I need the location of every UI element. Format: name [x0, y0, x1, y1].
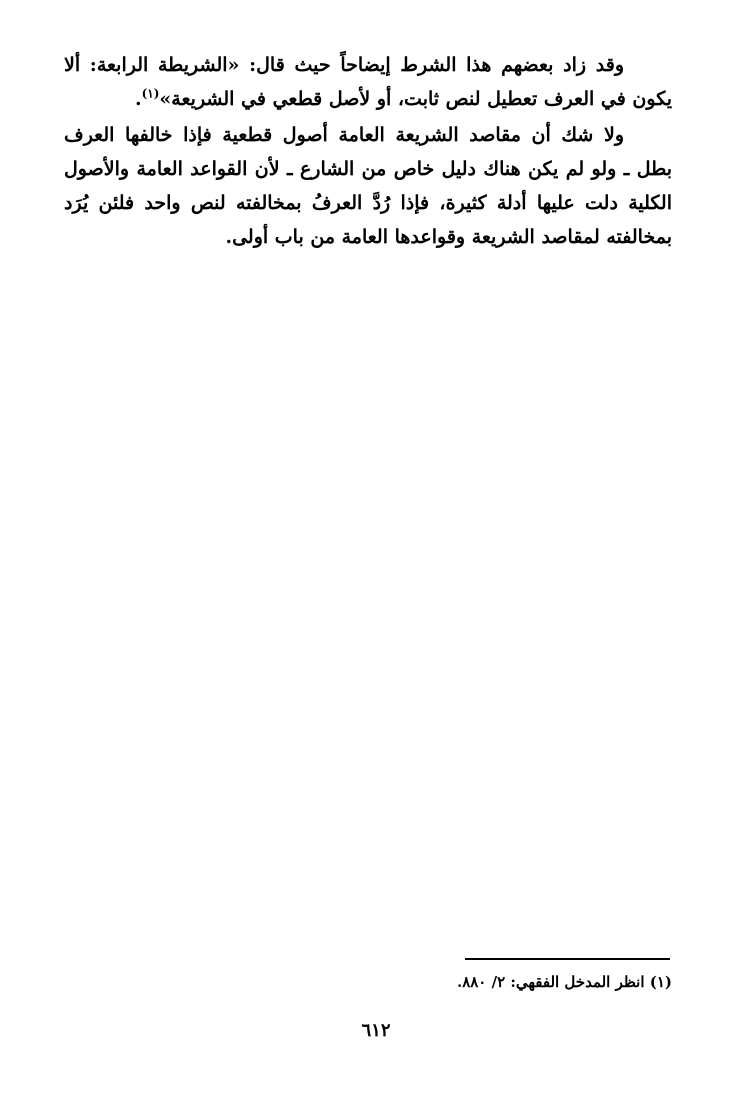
footnote-reference: (١): [141, 86, 160, 101]
paragraph-1-text: وقد زاد بعضهم هذا الشرط إيضاحاً حيث قال: «الشريطة الرابعة: ألا يكون في العرف تعطيل لنص ثابت، أو لأصل قطعي في الشريعة»: [64, 54, 672, 110]
main-text: [64, 48, 672, 254]
page-number: ٦١٢: [361, 1020, 391, 1041]
paragraph-1-end: .: [134, 88, 142, 110]
paragraph-2: ولا شك أن مقاصد الشريعة العامة أصول قطعية فإذا خالفها العرف بطل ـ ولو لم يكن هناك دليل خاص من الشارع ـ لأن القواعد العامة والأصول الكلية دلت عليها أدلة كثيرة، فإذا رُدَّ العرفُ بمخالفته لنص واحد فلئن يُرَد بمخالفته لمقاصد الشريعة وقواعدها العامة من باب أولى.: [64, 124, 672, 248]
footnote-separator: [465, 958, 670, 960]
paragraph-1: [64, 48, 672, 116]
footnote: (١) انظر المدخل الفقهي: ٢/ ٨٨٠.: [456, 973, 672, 991]
